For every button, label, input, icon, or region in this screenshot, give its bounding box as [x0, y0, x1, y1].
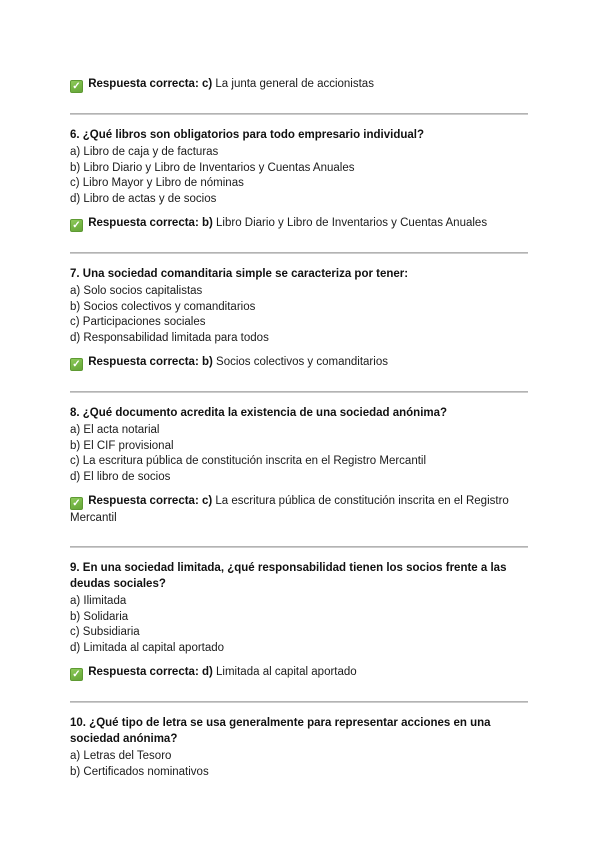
section-divider [70, 701, 528, 703]
question-7 [70, 266, 528, 371]
section-divider [70, 252, 528, 254]
option-item: c) Libro Mayor y Libro de nóminas [70, 177, 244, 189]
answer-row-q9 [70, 664, 528, 681]
option-item: b) Socios colectivos y comanditarios [70, 300, 256, 313]
question-9 [70, 560, 528, 681]
question-8-title: 8. ¿Qué documento acredita la existencia de una sociedad anónima? [70, 407, 448, 419]
option-item: b) Certificados nominativos [70, 765, 209, 778]
answer-text: Limitada al capital aportado [216, 666, 357, 678]
check-icon: ✓ [70, 497, 83, 510]
option-item: d) El libro de socios [70, 470, 171, 483]
option-item: a) El acta notarial [70, 424, 160, 436]
question-6-title: 6. ¿Qué libros son obligatorios para todo empresario individual? [70, 129, 424, 141]
question-10 [70, 715, 528, 780]
option-item: d) Responsabilidad limitada para todos [70, 331, 269, 344]
check-icon: ✓ [70, 80, 83, 93]
question-7-title: 7. Una sociedad comanditaria simple se caracteriza por tener: [70, 268, 409, 280]
check-icon: ✓ [70, 219, 83, 232]
option-item: b) El CIF provisional [70, 439, 174, 452]
option-item: b) Libro Diario y Libro de Inventarios y Cuentas Anuales [70, 161, 355, 174]
option-item: d) Libro de actas y de socios [70, 192, 217, 205]
answer-row-q6 [70, 215, 528, 232]
answer-row-q7 [70, 354, 528, 371]
answer-label: Respuesta correcta: b) [88, 356, 213, 368]
option-item: a) Letras del Tesoro [70, 750, 172, 762]
check-icon: ✓ [70, 358, 83, 371]
section-divider [70, 113, 528, 115]
option-item: a) Solo socios capitalistas [70, 285, 203, 297]
answer-label: Respuesta correcta: c) [88, 78, 213, 90]
question-6 [70, 127, 528, 232]
answer-row-q8 [70, 493, 528, 526]
answer-row-q5 [70, 76, 528, 93]
answer-label: Respuesta correcta: d) [88, 666, 213, 678]
question-10-title: 10. ¿Qué tipo de letra se usa generalmente para representar acciones en una sociedad anónima? [70, 717, 491, 745]
question-8 [70, 405, 528, 526]
answer-label: Respuesta correcta: c) [88, 495, 213, 507]
option-item: a) Libro de caja y de facturas [70, 146, 219, 158]
option-item: c) La escritura pública de constitución inscrita en el Registro Mercantil [70, 455, 427, 467]
option-item: d) Limitada al capital aportado [70, 641, 225, 654]
question-9-title: 9. En una sociedad limitada, ¿qué responsabilidad tienen los socios frente a las deudas sociales? [70, 562, 507, 590]
answer-text: Socios colectivos y comanditarios [216, 356, 388, 368]
option-item: c) Subsidiaria [70, 626, 140, 638]
section-divider [70, 546, 528, 548]
option-item: c) Participaciones sociales [70, 316, 206, 328]
option-item: a) Ilimitada [70, 595, 127, 607]
check-icon: ✓ [70, 668, 83, 681]
section-divider [70, 391, 528, 393]
option-item: b) Solidaria [70, 610, 129, 623]
answer-text: La escritura pública de constitución inscrita en el Registro Mercantil [70, 495, 509, 524]
answer-text: La junta general de accionistas [215, 78, 374, 90]
answer-label: Respuesta correcta: b) [88, 217, 213, 229]
answer-text: Libro Diario y Libro de Inventarios y Cuentas Anuales [216, 217, 488, 229]
